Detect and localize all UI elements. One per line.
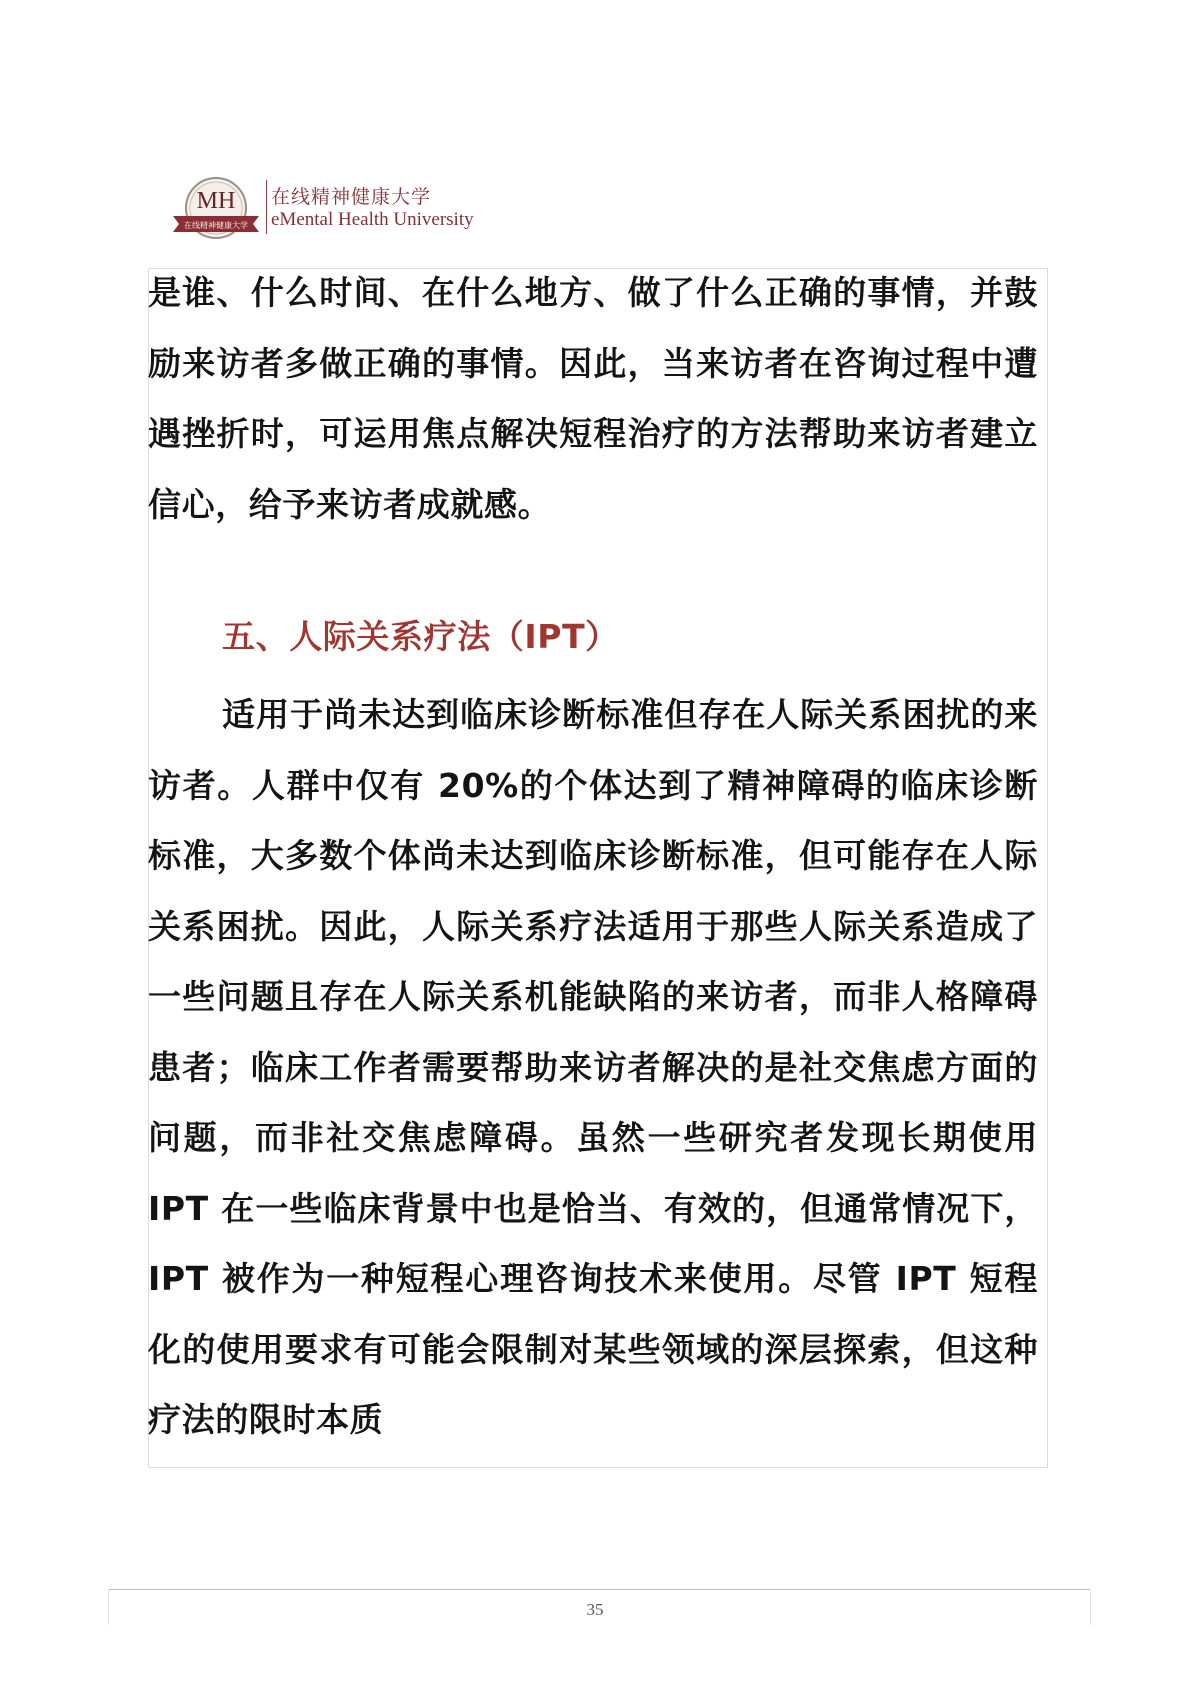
section-heading-ipt: 五、人际关系疗法（IPT） (222, 617, 619, 656)
logo-divider (266, 180, 267, 234)
footer-rule (108, 1589, 1091, 1590)
logo-mark-text: MH (196, 188, 236, 214)
org-name-en: eMental Health University (271, 209, 474, 230)
body-paragraph-1: 是谁、什么时间、在什么地方、做了什么正确的事情，并鼓励来访者多做正确的事情。因此，当来访者在咨询过程中遭遇挫折时，可运用焦点解决短程治疗的方法帮助来访者建立信心，给予来访者成就感。 (148, 273, 1038, 524)
body-paragraph-2: 适用于尚未达到临床诊断标准但存在人际关系困扰的来访者。人群中仅有 20%的个体达到了精神障碍的临床诊断标准，大多数个体尚未达到临床诊断标准，但可能存在人际关系困扰。因此，人际关系疗法适用于那些人际关系造成了一些问题且存在人际关系机能缺陷的来访者，而非人格障碍患者；临床工作者需要帮助来访者解决的是社交焦虑方面的问题，而非社交焦虑障碍。虽然一些研究者发现长期使用 IPT 在一些临床背景中也是恰当、有效的，但通常情况下，IPT 被作为一种短程心理咨询技术来使用。尽管 IPT 短程化的使用要求有可能会限制对某些领域的深层探索，但这种疗法的限时本质 (148, 695, 1038, 1439)
org-name-cn: 在线精神健康大学 (271, 186, 432, 208)
footer-rule-left-edge (108, 1589, 109, 1625)
header-logo (171, 174, 501, 246)
footer-rule-right-edge (1090, 1589, 1091, 1625)
university-seal-logo (171, 174, 261, 246)
page-number: 35 (586, 1600, 604, 1619)
logo-seal-ribbon-text: 在线精神健康大学 (184, 221, 248, 230)
